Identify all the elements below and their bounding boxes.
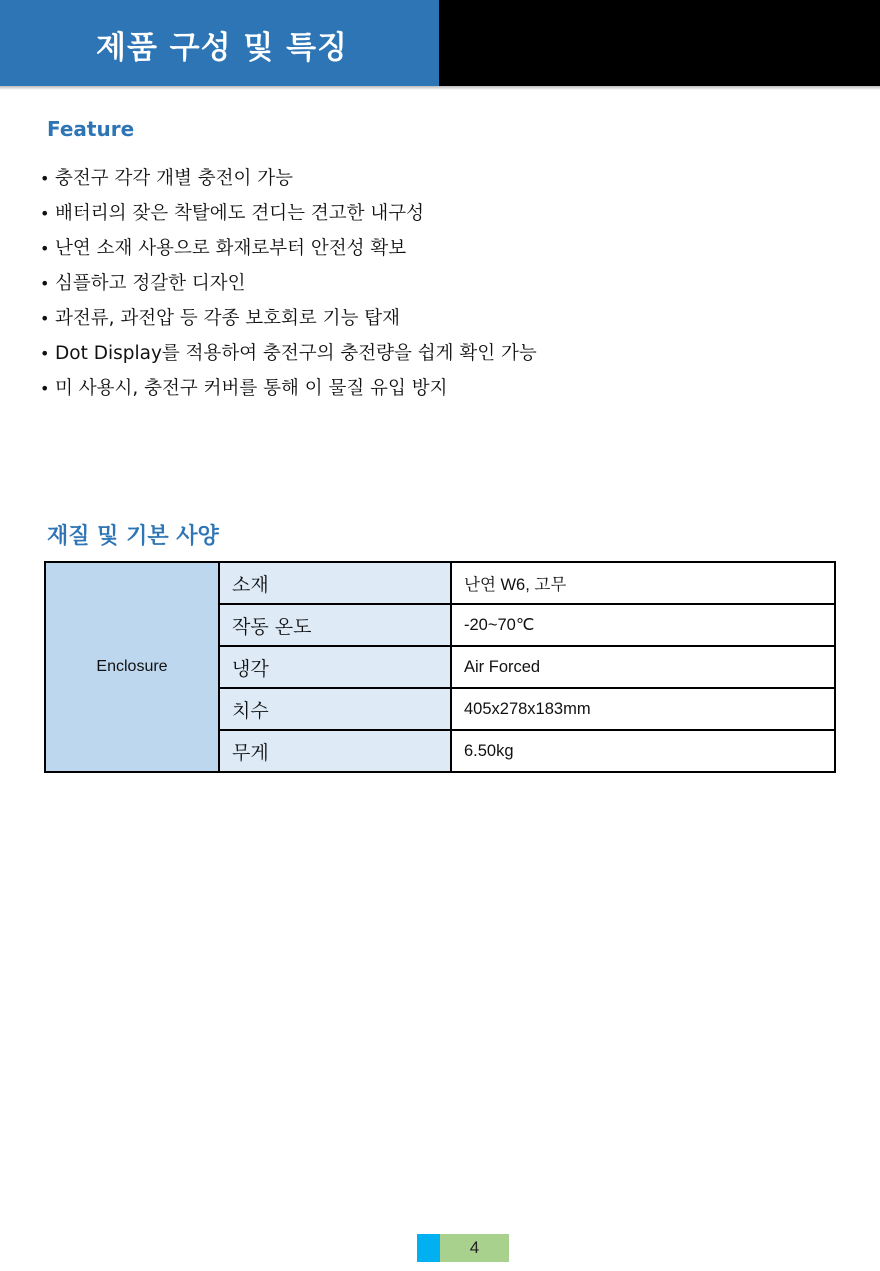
spec-value: 난연 W6, 고무 (451, 562, 835, 604)
list-item (40, 305, 537, 340)
feature-text: 배터리의 잦은 착탈에도 견디는 견고한 내구성 (55, 203, 424, 224)
feature-text: 난연 소재 사용으로 화재로부터 안전성 확보 (55, 238, 407, 259)
spec-value: -20~70℃ (451, 604, 835, 646)
bullet: • (40, 309, 50, 328)
list-item (40, 235, 537, 270)
spec-table (44, 561, 836, 773)
bullet: • (40, 204, 50, 223)
spec-value: Air Forced (451, 646, 835, 688)
list-item (40, 165, 537, 200)
spec-value: 405x278x183mm (451, 688, 835, 730)
spec-label: 무게 (219, 730, 451, 772)
spec-heading: 재질 및 기본 사양 (47, 524, 219, 549)
list-item (40, 200, 537, 235)
feature-list (40, 165, 537, 410)
spec-label: 소재 (219, 562, 451, 604)
spec-label: 냉각 (219, 646, 451, 688)
feature-text: Dot Display를 적용하여 충전구의 충전량을 쉽게 확인 가능 (55, 343, 537, 364)
feature-text: 과전류, 과전압 등 각종 보호회로 기능 탑재 (55, 308, 400, 329)
bullet: • (40, 169, 50, 188)
bullet: • (40, 344, 50, 363)
table-row (45, 562, 835, 604)
feature-heading: Feature (47, 117, 135, 141)
page-number: 4 (440, 1234, 509, 1262)
group-cell: Enclosure (45, 562, 219, 772)
spec-label: 치수 (219, 688, 451, 730)
spec-label: 작동 온도 (219, 604, 451, 646)
list-item (40, 340, 537, 375)
header-black-bar (439, 0, 880, 86)
header-shadow (0, 86, 880, 90)
page-number-tab-accent (417, 1234, 440, 1262)
list-item (40, 270, 537, 305)
list-item (40, 375, 537, 410)
page-title: 제품 구성 및 특징 (96, 30, 348, 66)
feature-text: 충전구 각각 개별 충전이 가능 (55, 168, 293, 189)
bullet: • (40, 274, 50, 293)
feature-text: 심플하고 정갈한 디자인 (55, 273, 246, 294)
bullet: • (40, 379, 50, 398)
spec-value: 6.50kg (451, 730, 835, 772)
bullet: • (40, 239, 50, 258)
feature-text: 미 사용시, 충전구 커버를 통해 이 물질 유입 방지 (55, 378, 448, 399)
